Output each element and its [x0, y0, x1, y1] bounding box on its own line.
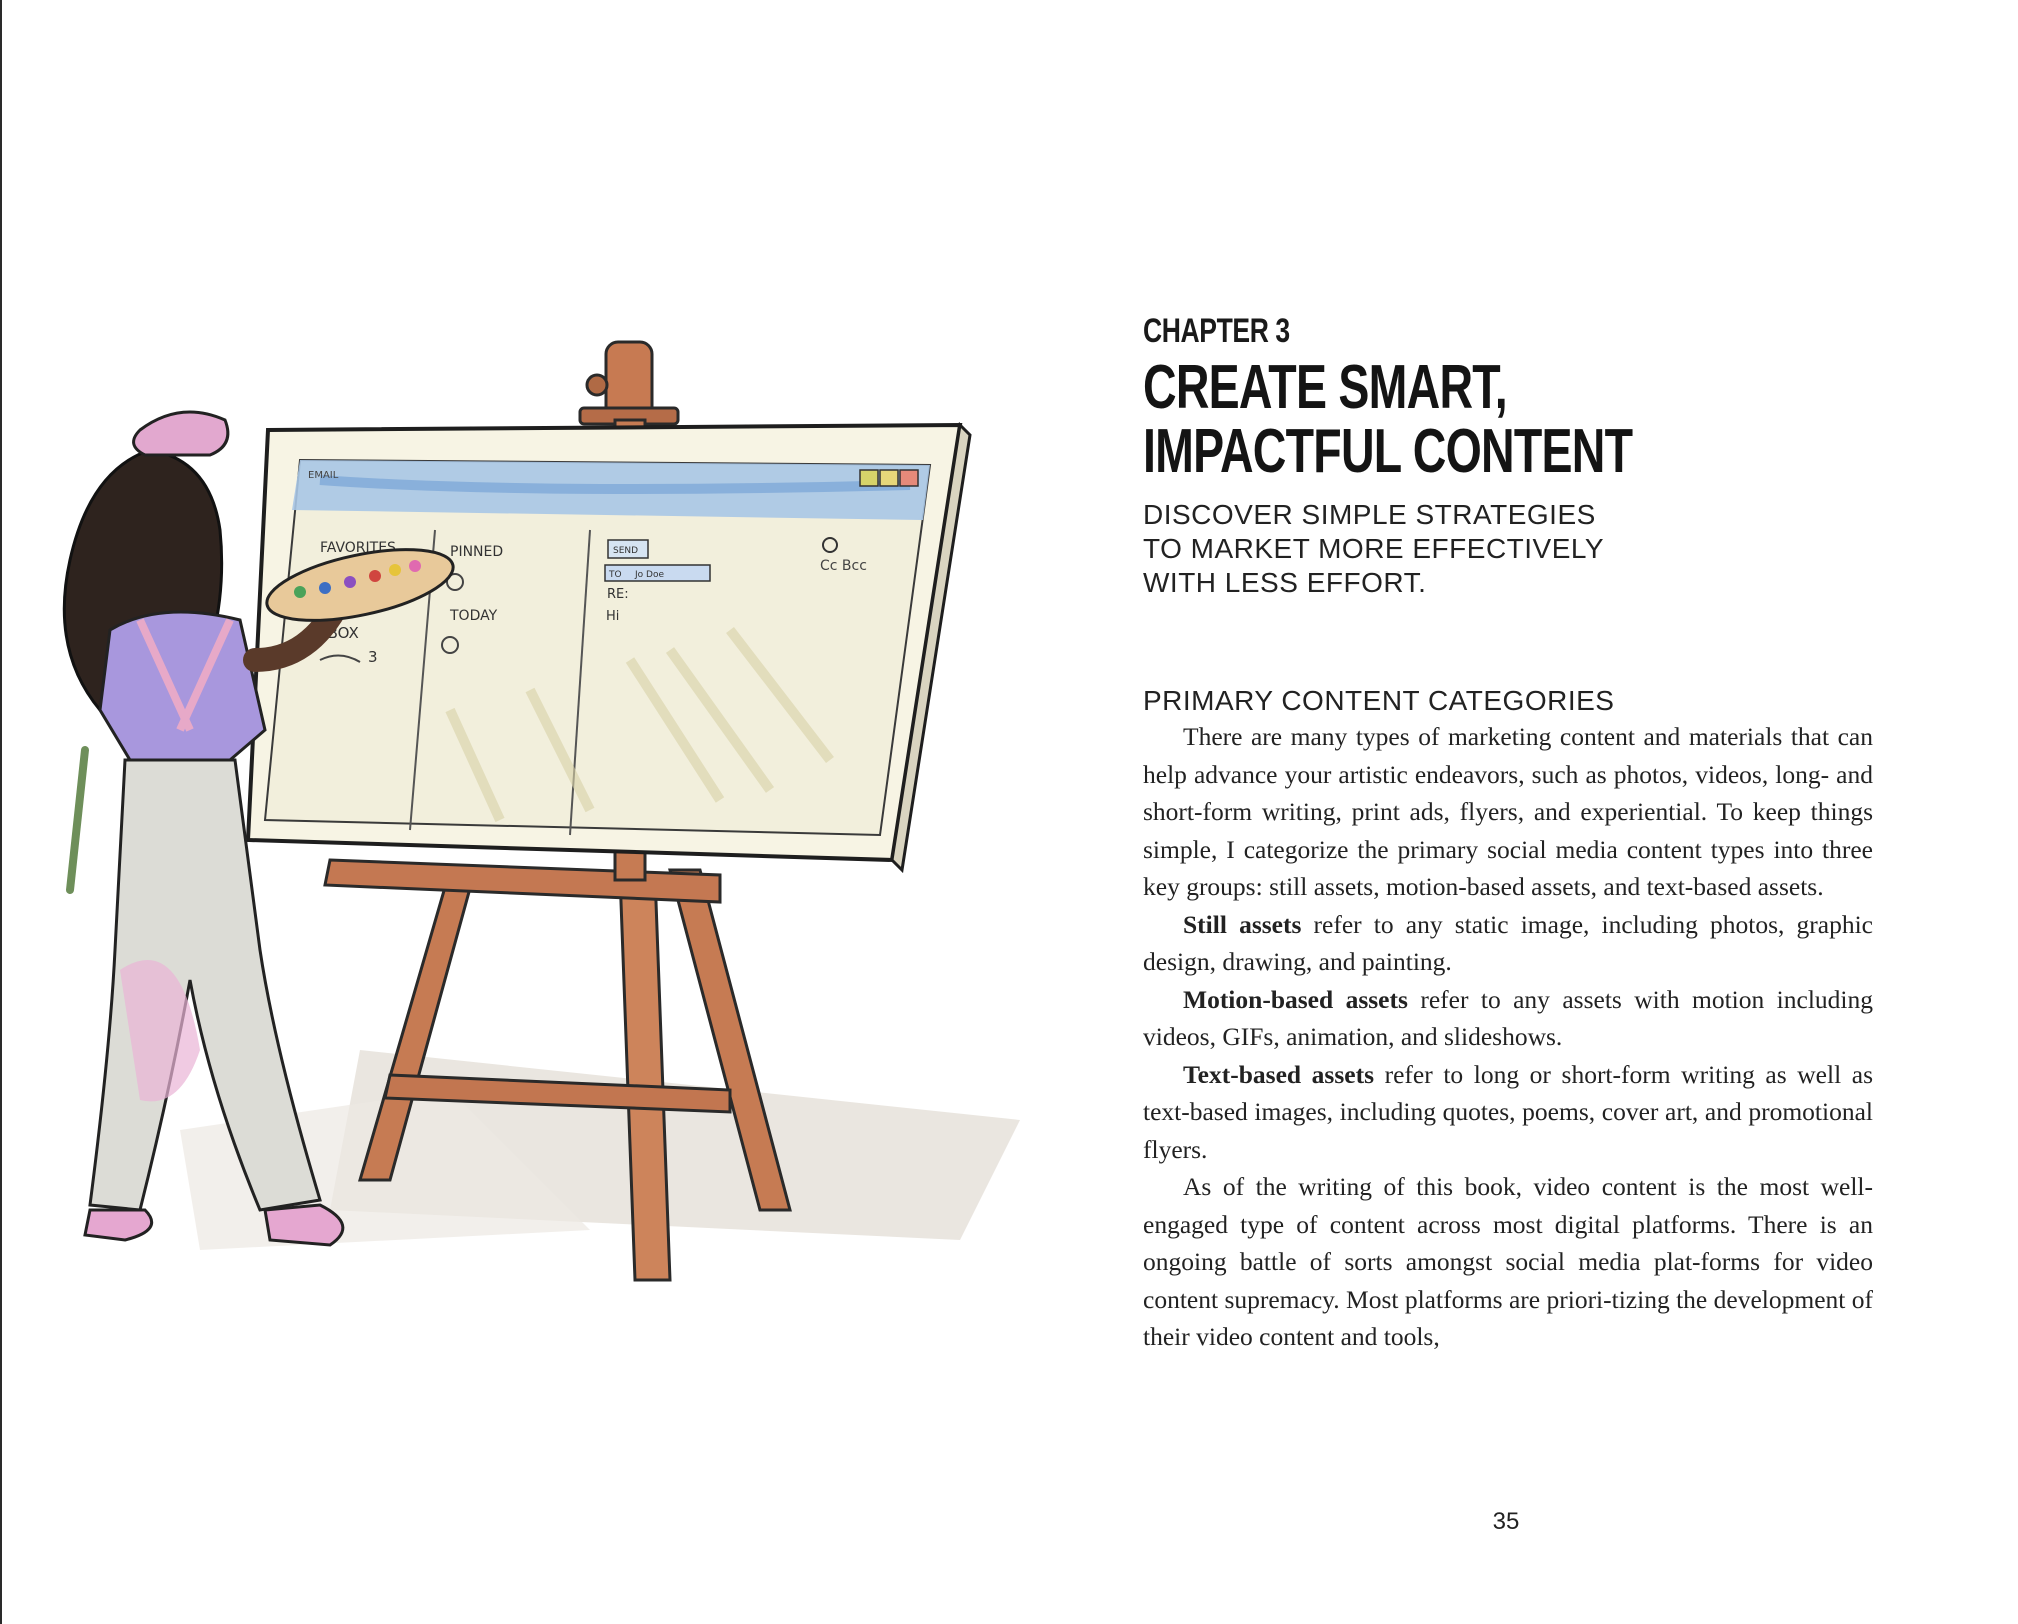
inbox-count: 3 [368, 648, 378, 666]
paragraph-2 [1143, 906, 1873, 981]
term-still-assets: Still assets [1183, 909, 1302, 939]
paragraph-5: As of the writing of this book, video content is the most well-engaged type of content across most digital platforms. There is an ongoing battle of sorts amongst social media plat-forms for video content supremacy. Most platforms are priori-tizing the development of their video content and tools, [1143, 1172, 1873, 1351]
to-label: TO [609, 570, 622, 580]
window-minimize-icon [860, 470, 878, 486]
folder-inbox: INBOX [312, 624, 359, 642]
section-heading: PRIMARY CONTENT CATEGORIES [1143, 685, 1615, 716]
chapter-title [1143, 353, 1848, 486]
paragraph-4-text: refer to long or short-form writing as well as text-based images, including quotes, poems, cover art, and promotional flyers. [1143, 1059, 1874, 1164]
chapter-text-column [1143, 310, 1873, 1356]
palette-paint-yellow [389, 564, 401, 576]
palette-paint-red [369, 570, 381, 582]
easel-shelf [325, 860, 720, 902]
chapter-title-line-2: IMPACTFUL CONTENT [1143, 417, 1633, 486]
body-text [1143, 718, 1873, 1356]
cc-bcc-label: Cc Bcc [820, 558, 867, 574]
subtitle-line-2: TO MARKET MORE EFFECTIVELY [1143, 533, 1605, 564]
painter-bandana [134, 412, 228, 455]
painter-at-easel-illustration [30, 330, 1025, 1340]
paragraph-3-text: refer to any assets with motion including videos, GIFs, animation, and slideshows. [1143, 984, 1873, 1051]
paintbrush [70, 750, 85, 890]
palette-paint-pink [409, 560, 421, 572]
paragraph-2-text: refer to any static image, including photos, graphic design, drawing, and painting. [1143, 909, 1873, 976]
easel-knob [587, 375, 607, 395]
paragraph-4 [1143, 1056, 1873, 1169]
palette-paint-blue [319, 582, 331, 594]
recipient-chip: Jo Doe [635, 570, 664, 580]
illustration-svg [30, 330, 1025, 1340]
painter-shirt [100, 612, 265, 760]
palette-paint-green [294, 586, 306, 598]
folder-favorites: FAVORITES [320, 540, 396, 556]
chapter-subtitle [1143, 498, 1873, 600]
term-text-based-assets: Text-based assets [1183, 1059, 1375, 1089]
subtitle-line-3: WITH LESS EFFORT. [1143, 567, 1427, 598]
folder-pinned: PINNED [450, 544, 504, 560]
painter-shoe-left [85, 1210, 152, 1240]
window-maximize-icon [880, 470, 898, 486]
greeting-text: Hi [606, 609, 620, 624]
term-motion-based-assets: Motion-based assets [1183, 984, 1408, 1014]
subject-label: RE: [607, 587, 629, 602]
subtitle-line-1: DISCOVER SIMPLE STRATEGIES [1143, 499, 1596, 530]
painter-shoe-right [265, 1205, 343, 1245]
palette-paint-purple [344, 576, 356, 588]
page-edge [0, 0, 2, 1624]
page-number: 35 [1492, 1508, 1520, 1535]
chapter-label: CHAPTER 3 [1143, 312, 1290, 350]
send-label: SEND [613, 546, 639, 556]
window-close-icon [900, 470, 918, 486]
chapter-title-line-1: CREATE SMART, [1143, 353, 1507, 422]
email-window-title: EMAIL [308, 470, 339, 481]
paragraph-1: There are many types of marketing content and materials that can help advance your artistic endeavors, such as photos, videos, long- and short-form writing, print ads, flyers, and experiential. To keep things simple, I categorize the primary social media content types into three key groups: still assets, motion-based assets, and text-based assets. [1143, 722, 1873, 901]
folder-today: TODAY [450, 608, 498, 624]
paragraph-3 [1143, 981, 1873, 1056]
